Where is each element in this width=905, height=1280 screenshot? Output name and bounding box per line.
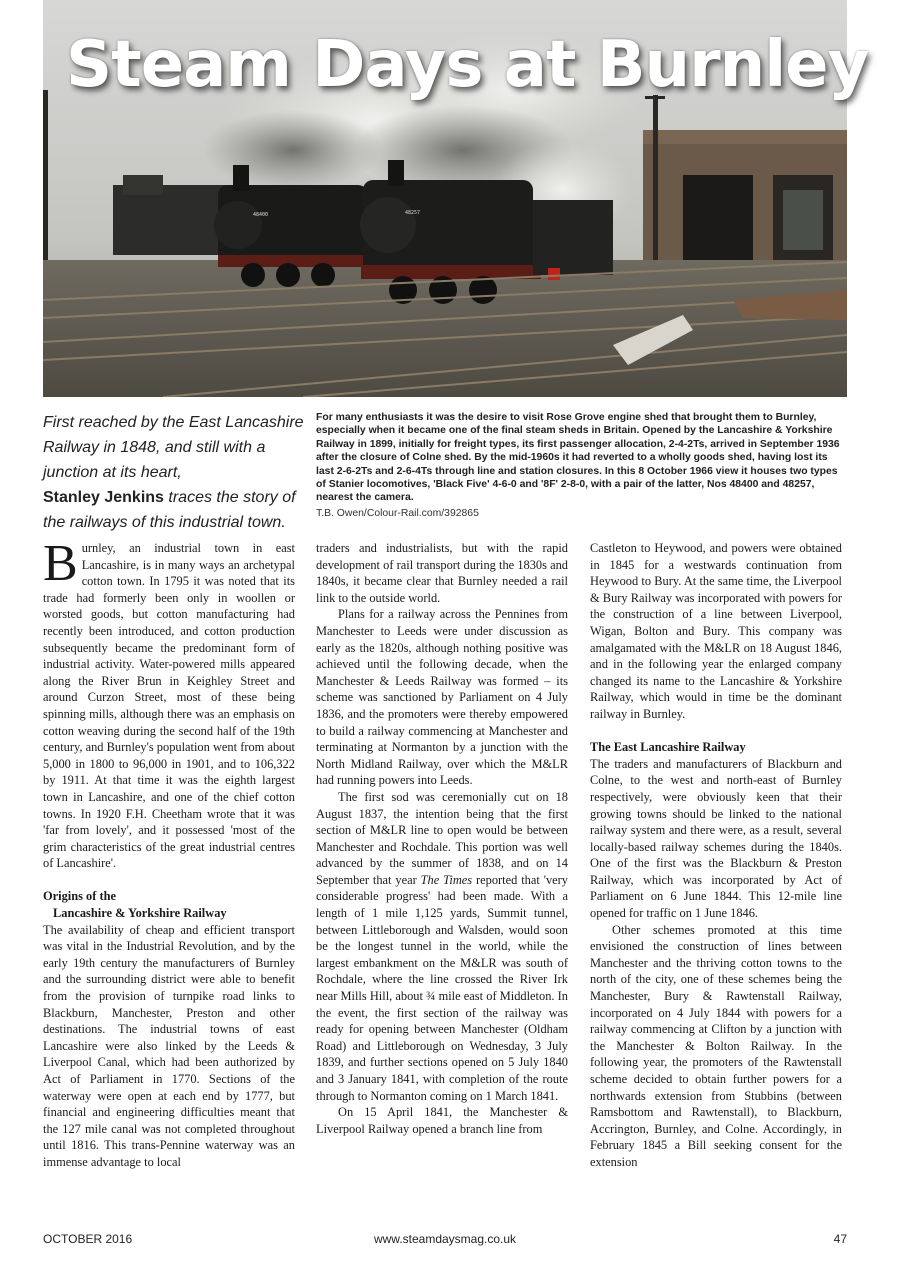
section-heading-origins: Origins of the Lancashire & Yorkshire Railway	[43, 889, 227, 921]
photo-caption: For many enthusiasts it was the desire to visit Rose Grove engine shed that brought them to Burnley, especially when it became one of the final steam sheds in Britain. Opened by the Lancashire & Yorkshire Railway in 1899, initially for freight types, its first passenger allocation, 2-4-2Ts, arrived in September 1936 after the closure of Colne shed. By the mid-1960s it had reverted to a wholly goods shed, having lost its last 2-6-2Ts and 2-6-4Ts through line and station closures. In this 8 October 1966 view it houses two types of Stanier locomotives, 'Black Five' 4-6-0 and '8F' 2-8-0, with a pair of the latter, Nos 48400 and 48257, nearest the camera.	[316, 412, 840, 504]
issue-date: OCTOBER 2016	[43, 1232, 133, 1246]
drop-cap: B	[43, 535, 78, 592]
article-column-1	[43, 535, 295, 1171]
article-paragraph: Other schemes promoted at this time envisioned the construction of lines between Manchester and the thriving cotton towns to the north of the city, one of these schemes being the Manchester, Bury & Rawtenstall Railway, incorporated on 4 July 1844 with powers for a railway commencing at Clifton by a junction with the Manchester & Bolton Railway. In the following year, the promoters of the Rawtenstall scheme decided to obtain further powers for a northwards extension from Stubbins (between Ramsbottom and Rawtenstall), to Blackburn, Accrington, Burnley, and Colne. Accordingly, in February 1845 a Bill seeking consent for the extension	[590, 922, 842, 1169]
loco-number-48400: 48400	[253, 212, 269, 218]
standfirst	[43, 410, 305, 535]
publication-title: The Times	[420, 872, 473, 887]
article-paragraph: Castleton to Heywood, and powers were obtained in 1845 for a westwards continuation from Heywood to Bury. At the same time, the Liverpool & Bury Railway was incorporated with powers for the construction of a line between Liverpool, Wigan, Bolton and Bury. This company was amalgamated with the M&LR on 18 August 1846, and in the following year the enlarged company changed its name to the Lancashire & Yorkshire Railway, which would in time be the dominant railway in Burnley.	[590, 541, 842, 721]
standfirst-intro: First reached by the East Lancashire Railway in 1848, and still with a junction at its heart,	[43, 414, 304, 481]
author-name: Stanley Jenkins	[43, 489, 164, 506]
article-paragraph: Burnley, an industrial town in east Lancashire, is in many ways an archetypal cotton town. In 1795 it was noted that its trade had formerly been only in woollen or worsted goods, but cotton manufacturing had recently been introduced, and cotton production subsequently became the predominant form of industrial activity. Water-powered mills appeared along the River Brun in Keighley Street and around Curzon Street, most of these being spinning mills, although there was an emphasis on cotton weaving during the second half of the 19th century, and Burnley's population went from about 5,000 in 1800 to 96,000 in 1901, and to 106,322 by 1911. At that time it was the eighth largest town in Lancashire, and one of the chief cotton towns. In 1920 F.H. Cheetham wrote that it was 'far from lovely', and it possessed 'most of the grim characteristics of the great industrial centres of Lancashire'.	[43, 535, 295, 871]
article-paragraph: traders and industrialists, but with the rapid development of rail transport during the 1830s and 1840s, it became clear that Burnley needed a rail link to the outside world.	[316, 541, 568, 605]
article-paragraph: On 15 April 1841, the Manchester & Liverpool Railway opened a branch line from	[316, 1105, 568, 1136]
page-footer	[43, 1232, 847, 1250]
article-paragraph: The availability of cheap and efficient transport was vital in the Industrial Revolution, and by the early 19th century the manufacturers of Burnley and the surrounding district were able to benefit from the provision of turnpike road links to Blackburn, Manchester, Preston and other destinations. The industrial towns of east Lancashire were also linked by the Leeds & Liverpool Canal, which had been authorized by Act of Parliament in 1770. Sections of the waterway were open at each end by 1777, but financial and engineering difficulties meant that the 127 mile canal was not completed throughout until 1816. This trans-Pennine waterway was an immense advantage to local	[43, 922, 295, 1169]
headline: Steam Days at Burnley	[66, 28, 869, 102]
standfirst-outro: traces the story of the railways of this industrial town.	[43, 489, 296, 531]
loco-number-48257: 48257	[405, 210, 421, 216]
article-paragraph: The traders and manufacturers of Blackburn and Colne, to the west and north-east of Burnley respectively, were obviously keen that their growing towns should be linked to the national railway system and there were, as a result, several locally-based railway schemes during the 1840s. One of the first was the Blackburn & Preston Railway, which was incorporated by Act of Parliament on 6 June 1844. This 12-mile line opened for traffic on 1 June 1846.	[590, 756, 842, 921]
page-number: 47	[833, 1232, 847, 1246]
section-heading-east-lancashire: The East Lancashire Railway	[590, 740, 746, 755]
article-column-3	[590, 540, 842, 1171]
article-column-2	[316, 540, 568, 1137]
photo-credit: T.B. Owen/Colour-Rail.com/392865	[316, 508, 479, 519]
article-paragraph: Plans for a railway across the Pennines from Manchester to Leeds were under discussion as early as the 1820s, although nothing positive was achieved until the following decade, when the Manchester & Leeds Railway was formed – its scheme was sanctioned by Parliament on 4 July 1836, and the promoters were thereby empowered to build a railway commencing at Manchester and terminating at Normanton by a junction with the North Midland Railway, over which the M&LR had running powers into Leeds.	[316, 607, 568, 788]
article-paragraph: The first sod was ceremonially cut on 18 August 1837, the intention being that the first section of M&LR line to open would be between Manchester and Rochdale. This portion was well advanced by the summer of 1838, and on 14 September that year The Times reported that 'very considerable progress' had been made. With a length of 1 mile 1,125 yards, Summit tunnel, between Littleborough and Walsden, would soon be the longest tunnel in the world, while the largest embankment on the M&LR was south of Rochdale, where the line crossed the River Irk near Mills Hill, about ¾ mile east of Middleton. In the event, the first section of the railway was ready for opening between Manchester (Oldham Road) and Littleborough on Wednesday, 3 July 1839, and further sections opened on 5 July 1840 and 3 January 1841, with completion of the route through to Normanton coming on 1 March 1841.	[316, 789, 568, 1103]
website-url: www.steamdaysmag.co.uk	[373, 1232, 517, 1246]
